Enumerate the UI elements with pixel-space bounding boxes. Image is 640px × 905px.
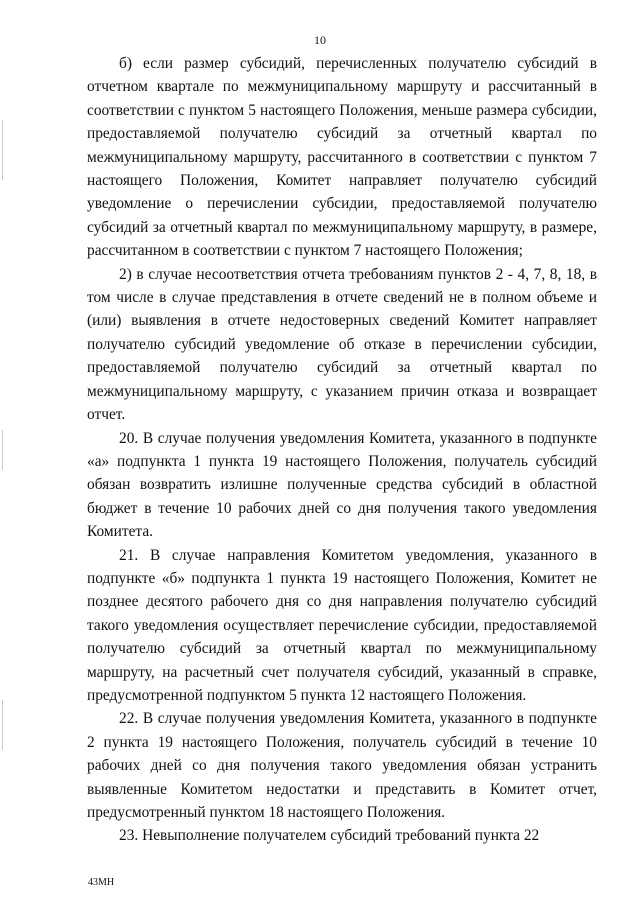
footer-document-code: 43МН (88, 877, 115, 888)
scan-edge-mark (2, 700, 3, 750)
paragraph-item-21: 21. В случае направления Комитетом уведомления, указанного в подпункте «б» подпункта 1 пункта 19 настоящего Положения, Комитет не позднее десятого рабочего дня со дня направления получателю субсидий такого уведомления осуществляет перечисление субсидии, предоставляемой получателю субсидий за отчетный квартал по межмуниципальному маршруту, на расчетный счет получателя субсидий, указанный в справке, предусмотренной подпунктом 5 пункта 12 настоящего Положения. (87, 546, 597, 704)
paragraph-item-20: 20. В случае получения уведомления Комитета, указанного в подпункте «а» подпункта 1 пункта 19 настоящего Положения, получатель субсидий обязан возвратить излишне полученные средства субсидий в областной бюджет в течение 10 рабочих дней со дня получения такого уведомления Комитета. (87, 429, 597, 541)
paragraph-subpoint-b: б) если размер субсидий, перечисленных получателю субсидий в отчетном квартале по межмуниципальному маршруту и рассчитанный в соответствии с пунктом 5 настоящего Положения, меньше размера субсидии, предоставляемой получателю субсидий за отчетный квартал по межмуниципальному маршруту, рассчитанного в соответствии с пунктом 7 настоящего Положения, Комитет направляет получателю субсидий уведомление о перечислении субсидии, предоставляемой получателю субсидий за отчетный квартал по межмуниципальному маршруту, в размере, рассчитанном в соответствии с пунктом 7 настоящего Положения; (87, 55, 597, 260)
document-body (87, 52, 597, 848)
paragraph-subpoint-2: 2) в случае несоответствия отчета требованиям пунктов 2 - 4, 7, 8, 18, в том числе в случае представления в отчете сведений не в полном объеме и (или) выявления в отчете недостоверных сведений Комитет направляет получателю субсидий уведомление об отказе в перечислении субсидии, предоставляемой получателю субсидий за отчетный квартал по межмуниципальному маршруту, с указанием причин отказа и возвращает отчет. (87, 265, 597, 424)
page-number: 10 (314, 33, 326, 47)
paragraph-item-23: 23. Невыполнение получателем субсидий требований пункта 22 (119, 827, 540, 845)
scan-edge-mark (2, 120, 3, 180)
scan-edge-mark (2, 430, 3, 470)
paragraph-item-22: 22. В случае получения уведомления Комитета, указанного в подпункте 2 пункта 19 настоящего Положения, получатель субсидий в течение 10 рабочих дней со дня получения такого уведомления обязан устранить выявленные Комитетом недостатки и представить в Комитет отчет, предусмотренный пунктом 18 настоящего Положения. (87, 710, 597, 821)
